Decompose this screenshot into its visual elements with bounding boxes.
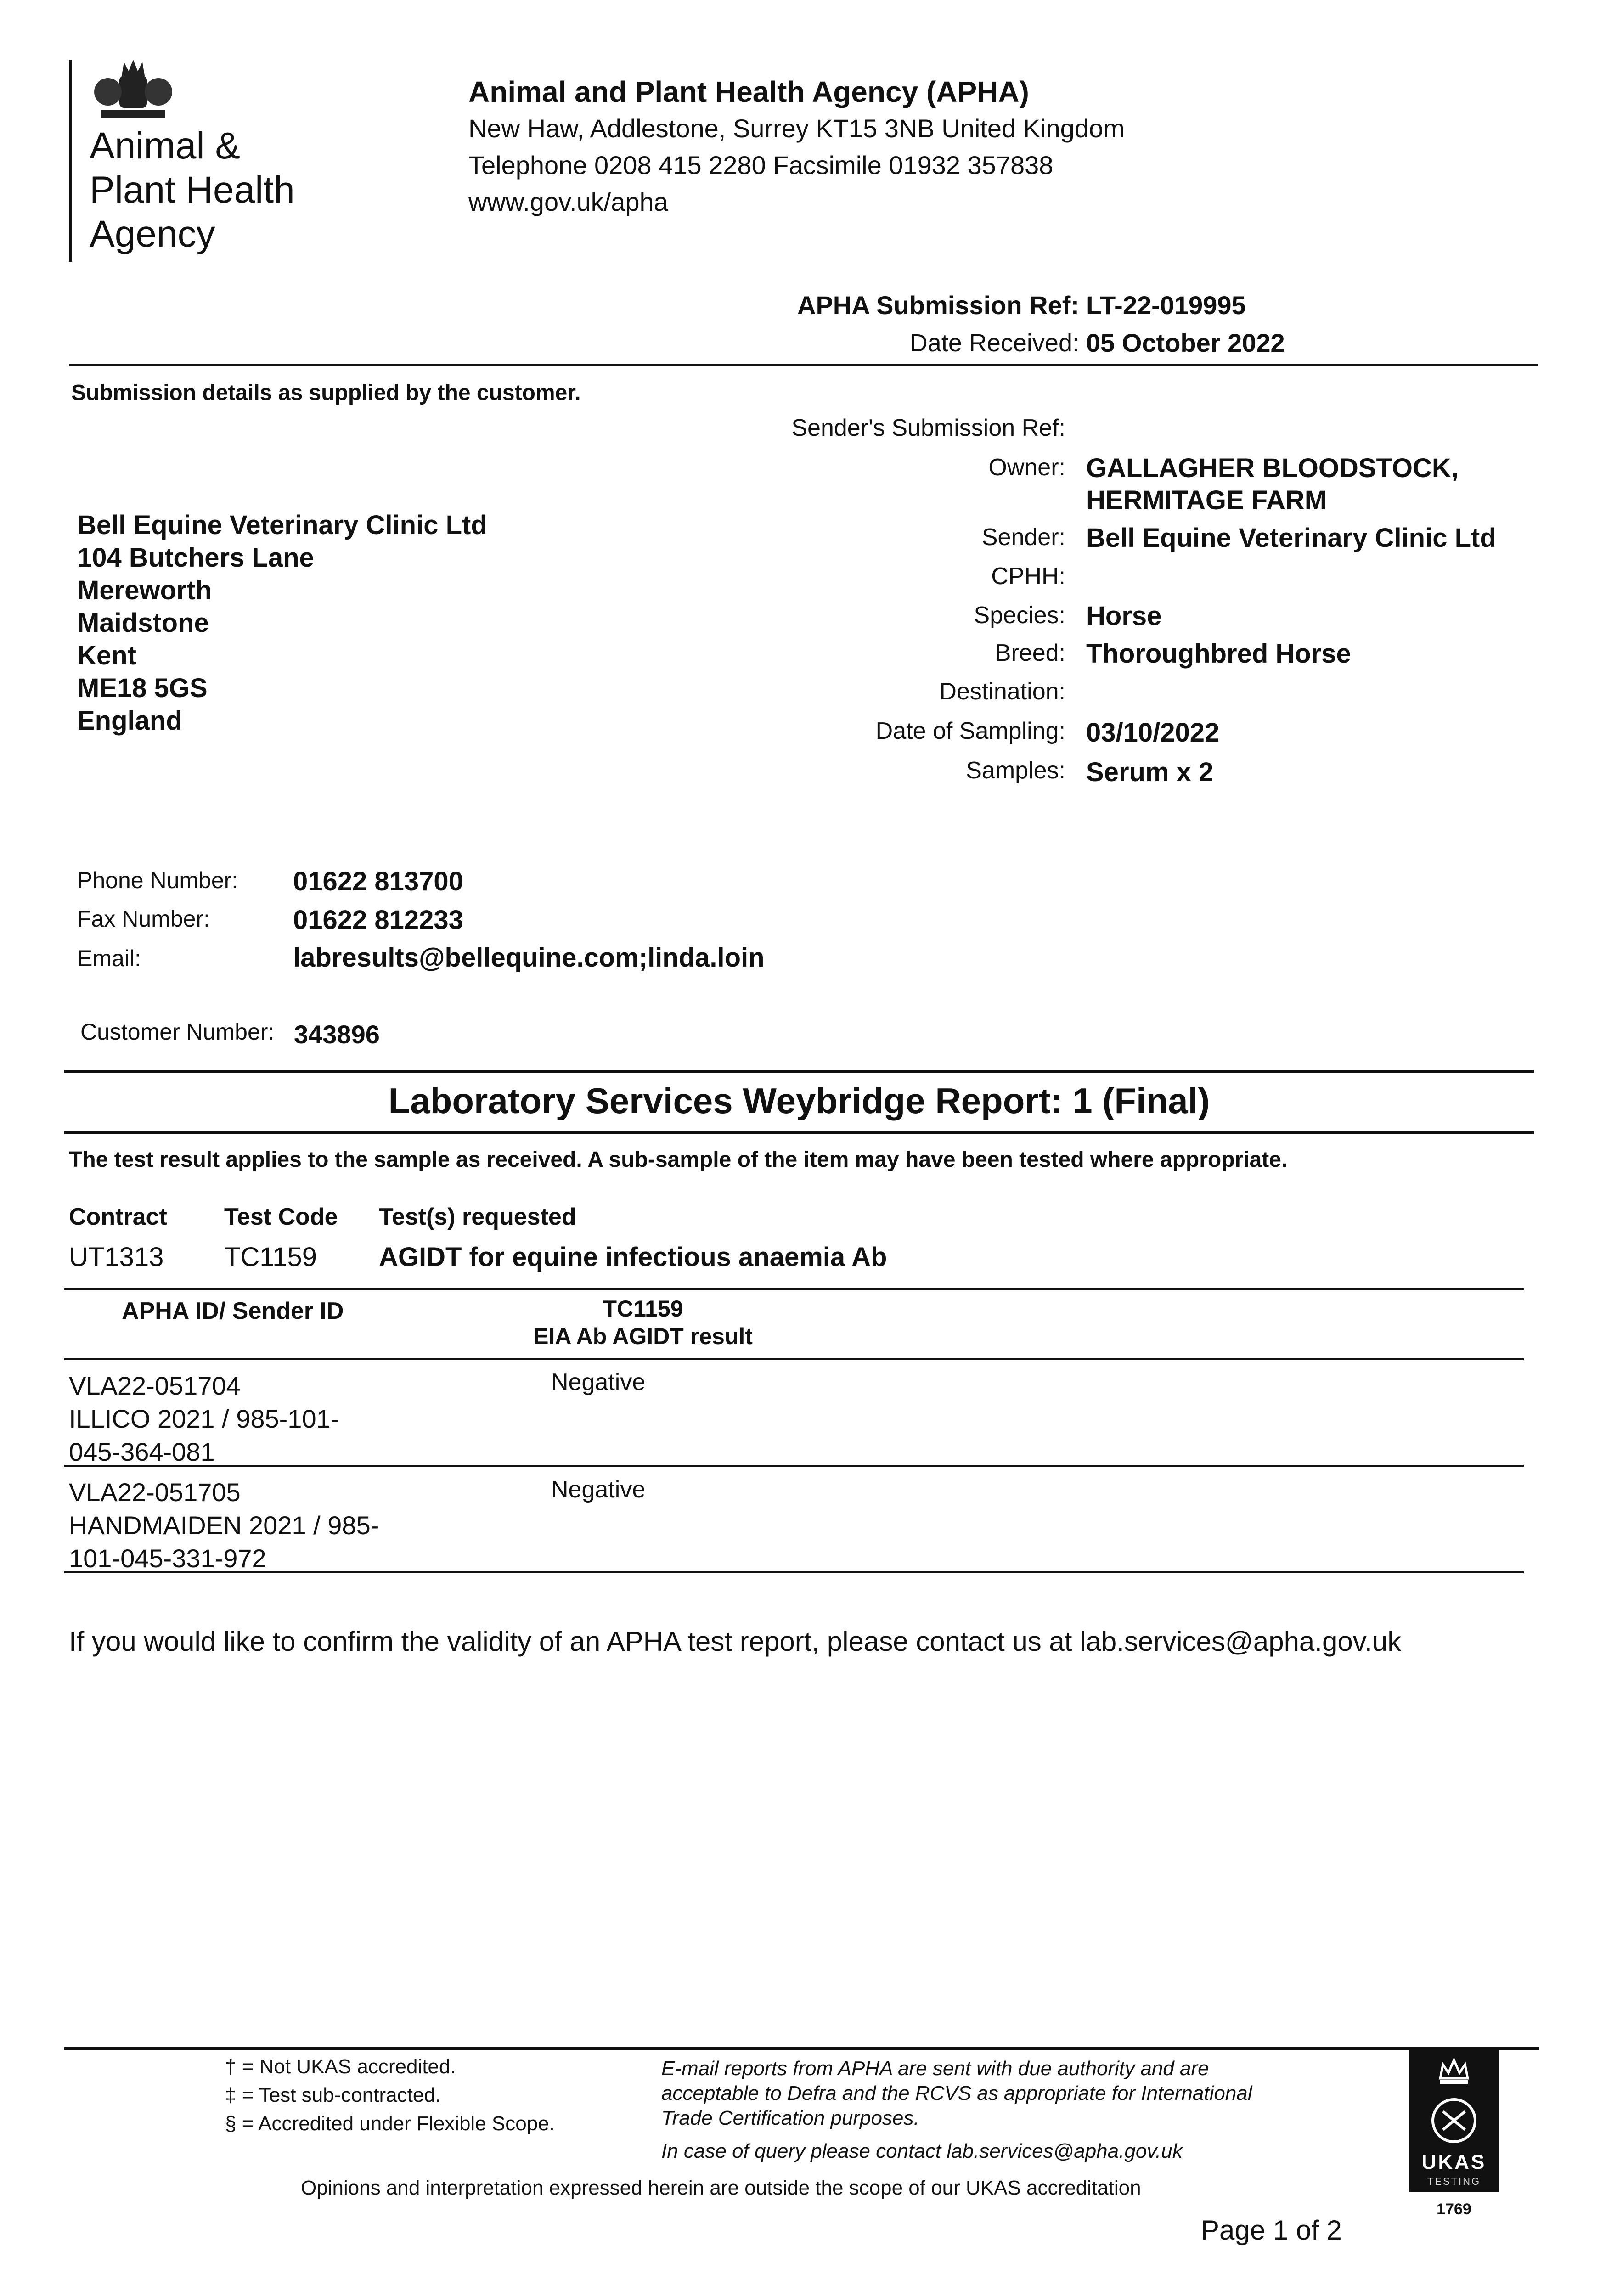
- email-note-line: Trade Certification purposes.: [661, 2107, 919, 2129]
- id-column-header: APHA ID/ Sender ID: [122, 1298, 344, 1324]
- contract-header: Contract: [69, 1204, 167, 1230]
- legend-subcontracted: ‡ = Test sub-contracted.: [225, 2084, 441, 2106]
- phone-value: 01622 813700: [293, 867, 463, 896]
- logo-line: Plant Health: [90, 169, 295, 211]
- date-received-label: Date Received:: [909, 329, 1079, 357]
- ukas-label: UKAS: [1421, 2151, 1487, 2173]
- result-column-header: [482, 1295, 804, 1350]
- row-sender-id-cont: 045-364-081: [69, 1437, 215, 1466]
- page-number: Page 1 of 2: [1201, 2215, 1342, 2245]
- sender-value: Bell Equine Veterinary Clinic Ltd: [1086, 523, 1496, 553]
- agency-website[interactable]: www.gov.uk/apha: [468, 187, 668, 216]
- fax-label: Fax Number:: [77, 906, 210, 932]
- agency-phone-fax: Telephone 0208 415 2280 Facsimile 01932 357838: [468, 151, 1054, 180]
- table-row-rule: [64, 1465, 1524, 1467]
- crown-icon: [1437, 2055, 1471, 2088]
- ukas-mark: [1409, 2049, 1499, 2192]
- legend-not-accredited: † = Not UKAS accredited.: [225, 2055, 456, 2078]
- email-label: Email:: [77, 945, 141, 971]
- result-header-name: EIA Ab AGIDT result: [533, 1323, 753, 1349]
- email-note-line: acceptable to Defra and the RCVS as appropriate for International: [661, 2082, 1252, 2105]
- royal-crest-icon: [87, 57, 179, 122]
- breed-label: Breed:: [995, 640, 1065, 666]
- email-reports-note: [661, 2056, 1252, 2131]
- fax-value: 01622 812233: [293, 905, 463, 935]
- table-top-rule: [64, 1288, 1524, 1290]
- owner-label: Owner:: [988, 454, 1065, 481]
- divider-report-bottom: [64, 1131, 1534, 1134]
- sender-label: Sender:: [981, 524, 1065, 551]
- row-sender-id-cont: 101-045-331-972: [69, 1544, 266, 1573]
- row-sender-id: HANDMAIDEN 2021 / 985-: [69, 1511, 379, 1540]
- logo-line: Agency: [90, 213, 215, 255]
- ukas-sub-label: TESTING: [1427, 2176, 1481, 2187]
- samples-label: Samples:: [966, 757, 1065, 784]
- tests-value: AGIDT for equine infectious anaemia Ab: [379, 1242, 887, 1272]
- address-line: Kent: [77, 641, 136, 670]
- table-bottom-rule: [64, 1571, 1524, 1573]
- address-line: Mereworth: [77, 575, 212, 605]
- submission-details-heading: Submission details as supplied by the customer.: [71, 381, 581, 405]
- test-code-header: Test Code: [224, 1204, 338, 1230]
- divider-top: [69, 364, 1538, 366]
- row-result: Negative: [551, 1369, 646, 1396]
- result-header-code: TC1159: [603, 1296, 683, 1322]
- cphh-label: CPHH:: [991, 563, 1065, 590]
- agency-title: Animal and Plant Health Agency (APHA): [468, 75, 1029, 108]
- submission-ref-value: LT-22-019995: [1086, 291, 1246, 320]
- address-line: 104 Butchers Lane: [77, 543, 314, 573]
- tests-header: Test(s) requested: [379, 1204, 576, 1230]
- species-label: Species:: [974, 602, 1065, 629]
- email-value[interactable]: labresults@bellequine.com;linda.loin: [293, 943, 765, 973]
- row-sender-id: ILLICO 2021 / 985-101-: [69, 1404, 339, 1433]
- address-line: ME18 5GS: [77, 673, 208, 703]
- email-note-line: E-mail reports from APHA are sent with due authority and are: [661, 2057, 1209, 2080]
- agency-address: New Haw, Addlestone, Surrey KT15 3NB United Kingdom: [468, 114, 1125, 143]
- ukas-number: 1769: [1437, 2200, 1471, 2218]
- sampling-date-label: Date of Sampling:: [875, 718, 1065, 744]
- breed-value: Thoroughbred Horse: [1086, 639, 1351, 669]
- footer-rule: [64, 2047, 1539, 2050]
- address-line: England: [77, 706, 182, 736]
- row-apha-id: VLA22-051705: [69, 1478, 241, 1507]
- address-line: Bell Equine Veterinary Clinic Ltd: [77, 510, 487, 540]
- agency-logo-text: [90, 124, 295, 256]
- footer-legend: [225, 2053, 555, 2138]
- sampling-date-value: 03/10/2022: [1086, 718, 1220, 748]
- species-value: Horse: [1086, 601, 1162, 631]
- senders-ref-label: Sender's Submission Ref:: [791, 415, 1065, 441]
- agency-header: [468, 73, 1125, 220]
- ukas-emblem-icon: [1426, 2093, 1482, 2148]
- divider-report-top: [64, 1070, 1534, 1073]
- phone-label: Phone Number:: [77, 867, 238, 893]
- opinions-note: Opinions and interpretation expressed herein are outside the scope of our UKAS accreditation: [301, 2177, 1141, 2199]
- submission-ref-label: APHA Submission Ref:: [797, 291, 1079, 320]
- row-result: Negative: [551, 1476, 646, 1503]
- samples-value: Serum x 2: [1086, 757, 1214, 787]
- date-received-value: 05 October 2022: [1086, 328, 1285, 357]
- row-apha-id: VLA22-051704: [69, 1371, 241, 1400]
- customer-address: [77, 509, 487, 737]
- report-title: Laboratory Services Weybridge Report: 1 (Final): [388, 1080, 1210, 1121]
- query-note: In case of query please contact lab.services@apha.gov.uk: [661, 2140, 1183, 2162]
- logo-line: Animal &: [90, 125, 241, 167]
- test-code-value: TC1159: [224, 1242, 317, 1272]
- customer-number-label: Customer Number:: [80, 1019, 275, 1045]
- legend-flexible-scope: § = Accredited under Flexible Scope.: [225, 2112, 555, 2135]
- table-header-rule: [64, 1358, 1524, 1360]
- contract-value: UT1313: [69, 1242, 164, 1272]
- table-row: [69, 1476, 379, 1575]
- agency-logo: [69, 55, 326, 266]
- logo-rule: [69, 60, 72, 262]
- applies-note: The test result applies to the sample as received. A sub-sample of the item may have been tested where appropriate.: [69, 1148, 1288, 1172]
- customer-number-value: 343896: [294, 1020, 380, 1049]
- address-line: Maidstone: [77, 608, 209, 638]
- destination-label: Destination:: [939, 678, 1065, 705]
- validity-note: If you would like to confirm the validity of an APHA test report, please contact us at lab.services@apha.gov.uk: [69, 1626, 1402, 1657]
- table-row: [69, 1369, 339, 1469]
- owner-value-line1: GALLAGHER BLOODSTOCK,: [1086, 453, 1459, 483]
- owner-value-line2: HERMITAGE FARM: [1086, 485, 1327, 515]
